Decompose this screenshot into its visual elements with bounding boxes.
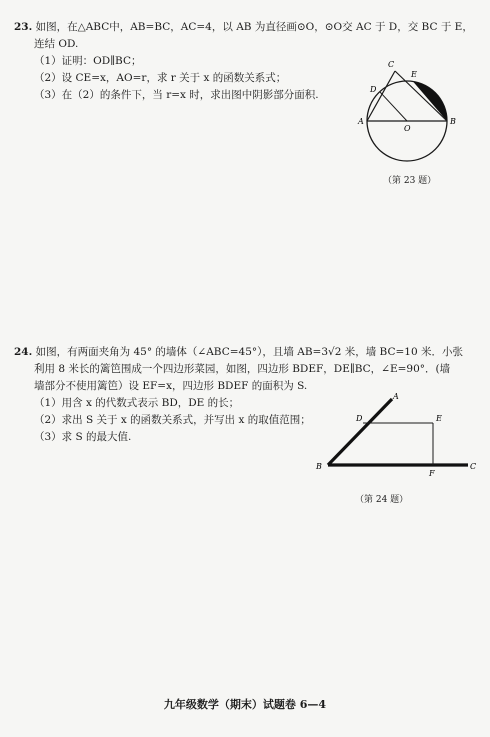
wall-ba	[328, 399, 392, 465]
q23-line-2: 连结 OD.	[34, 38, 79, 50]
segment-cb	[395, 71, 447, 121]
q23-part-3: （3）在（2）的条件下，当 r=x 时，求出图中阴影部分面积.	[34, 89, 319, 101]
q23-number: 23.	[14, 21, 33, 33]
label-a: A	[393, 392, 399, 401]
label-f: F	[429, 469, 435, 478]
label-b: B	[316, 462, 322, 471]
label-d: D	[370, 85, 377, 94]
segment-od	[380, 92, 407, 121]
q23-part-2: （2）设 CE=x，AO=r，求 r 关于 x 的函数关系式；	[34, 72, 287, 84]
label-c: C	[470, 462, 477, 471]
label-d: D	[356, 414, 363, 423]
label-o: O	[404, 124, 411, 133]
q24-number: 24.	[14, 346, 33, 358]
segment-ac	[367, 71, 395, 121]
page-footer: 九年级数学（期末）试题卷 6—4	[163, 698, 327, 711]
label-b: B	[450, 117, 456, 126]
label-c: C	[388, 60, 395, 69]
label-a: A	[358, 117, 364, 126]
q24-part-2: （2）求出 S 关于 x 的函数关系式，并写出 x 的取值范围；	[34, 414, 311, 426]
q24-part-3: （3）求 S 的最大值.	[34, 431, 132, 443]
q23-part-1: （1）证明：OD∥BC；	[34, 55, 142, 67]
label-e: E	[411, 70, 417, 79]
q24-line-1: 24. 如图，有两面夹角为 45° 的墙体（∠ABC=45°），且墙 AB=3√2 米，墙 BC=10 米．小张	[14, 346, 463, 358]
q24-part-1: （1）用含 x 的代数式表示 BD，DE 的长；	[34, 397, 240, 409]
q23-caption: （第 23 题）	[383, 176, 437, 186]
q24-caption: （第 24 题）	[355, 495, 409, 505]
q23-figure	[355, 55, 465, 175]
q23-line-1: 23. 如图，在△ABC中，AB=BC，AC=4，以 AB 为直径画⊙O，⊙O交 AC 于 D，交 BC 于 E，	[14, 21, 473, 33]
q24-figure	[312, 388, 480, 480]
q24-line-3: 墙部分不使用篱笆）设 EF=x，四边形 BDEF 的面积为 S.	[34, 380, 308, 392]
q24-line-2: 利用 8 米长的篱笆围成一个四边形菜园，如图，四边形 BDEF，DE∥BC，∠E=90°．(墙	[34, 363, 451, 375]
label-e: E	[436, 414, 442, 423]
